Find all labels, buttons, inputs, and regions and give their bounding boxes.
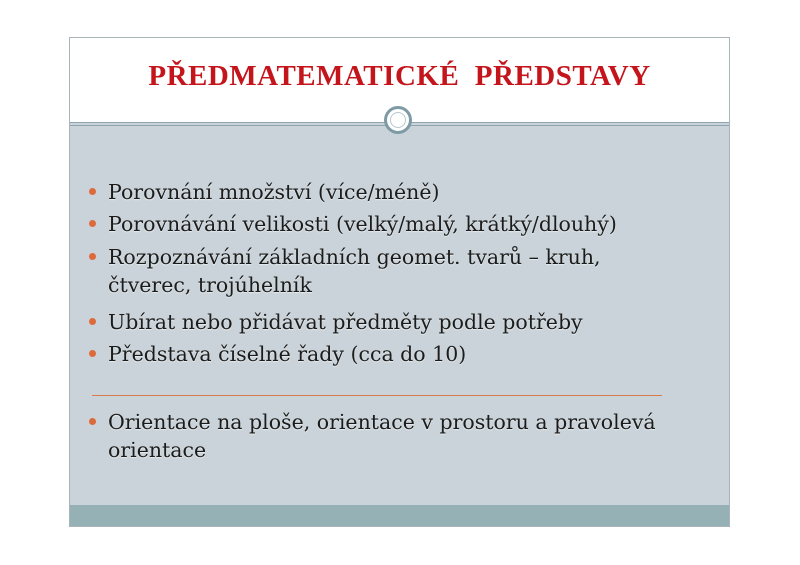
footer-bar xyxy=(70,505,729,526)
list-item: Ubírat nebo přidávat předměty podle potřeby xyxy=(108,308,708,336)
divider-circle-ornament xyxy=(384,106,412,134)
bullet-icon xyxy=(89,220,96,227)
bullet-icon xyxy=(89,318,96,325)
list-item: Představa číselné řady (cca do 10) xyxy=(108,340,708,368)
list-item: Orientace na ploše, orientace v prostoru a pravolevá orientace xyxy=(108,408,708,464)
bullet-icon xyxy=(89,418,96,425)
section-separator xyxy=(92,395,662,396)
bullet-icon xyxy=(89,253,96,260)
slide xyxy=(69,37,730,527)
bullet-icon xyxy=(89,350,96,357)
list-item: Porovnání množství (více/méně) xyxy=(108,178,708,206)
slide-title: PŘEDMATEMATICKÉ PŘEDSTAVY xyxy=(148,60,651,92)
list-item: Rozpoznávání základních geomet. tvarů – kruh, čtverec, trojúhelník xyxy=(108,243,668,299)
bullet-icon xyxy=(89,188,96,195)
list-item: Porovnávání velikosti (velký/malý, krátký/dlouhý) xyxy=(108,210,708,238)
